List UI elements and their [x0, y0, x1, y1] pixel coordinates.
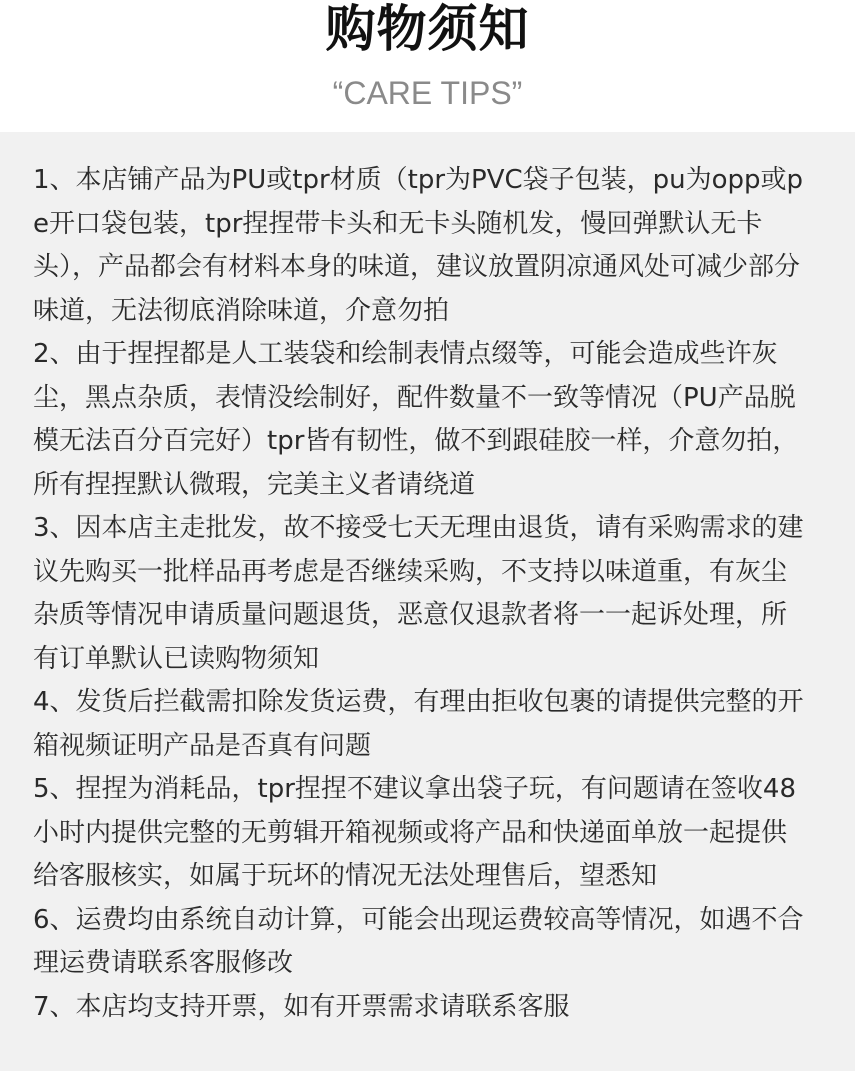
tip-item-5: 5、捏捏为消耗品，tpr捏捏不建议拿出袋子玩，有问题请在签收48小时内提供完整的无剪辑开箱视频或将产品和快递面单放一起提供给客服核实，如属于玩坏的情况无法处理售后，望悉知 [33, 774, 797, 891]
tip-item-6: 6、运费均由系统自动计算，可能会出现运费较高等情况，如遇不合理运费请联系客服修改 [33, 904, 804, 978]
tip-item-4: 4、发货后拦截需扣除发货运费，有理由拒收包裹的请提供完整的开箱视频证明产品是否真有问题 [33, 687, 804, 761]
tip-item-2: 2、由于捏捏都是人工装袋和绘制表情点缀等，可能会造成些许灰尘，黑点杂质，表情没绘制好，配件数量不一致等情况（PU产品脱模无法百分百完好）tpr皆有韧性，做不到跟硅胶一样，介意勿拍，所有捏捏默认微瑕，完美主义者请绕道 [33, 339, 799, 500]
tips-panel [0, 132, 855, 1071]
header [0, 0, 855, 132]
page-subtitle: “CARE TIPS” [332, 75, 523, 111]
page-title: 购物须知 [325, 0, 530, 58]
tip-item-3: 3、因本店主走批发，故不接受七天无理由退货，请有采购需求的建议先购买一批样品再考虑是否继续采购，不支持以味道重，有灰尘杂质等情况申请质量问题退货，恶意仅退款者将一一起诉处理，所有订单默认已读购物须知 [33, 513, 804, 674]
tip-item-7: 7、本店均支持开票，如有开票需求请联系客服 [33, 991, 570, 1022]
tips-list [33, 159, 808, 1029]
tip-item-1: 1、本店铺产品为PU或tpr材质（tpr为PVC袋子包装，pu为opp或pe开口袋包装，tpr捏捏带卡头和无卡头随机发，慢回弹默认无卡头），产品都会有材料本身的味道，建议放置阴凉通风处可减少部分味道，无法彻底消除味道，介意勿拍 [33, 165, 804, 326]
